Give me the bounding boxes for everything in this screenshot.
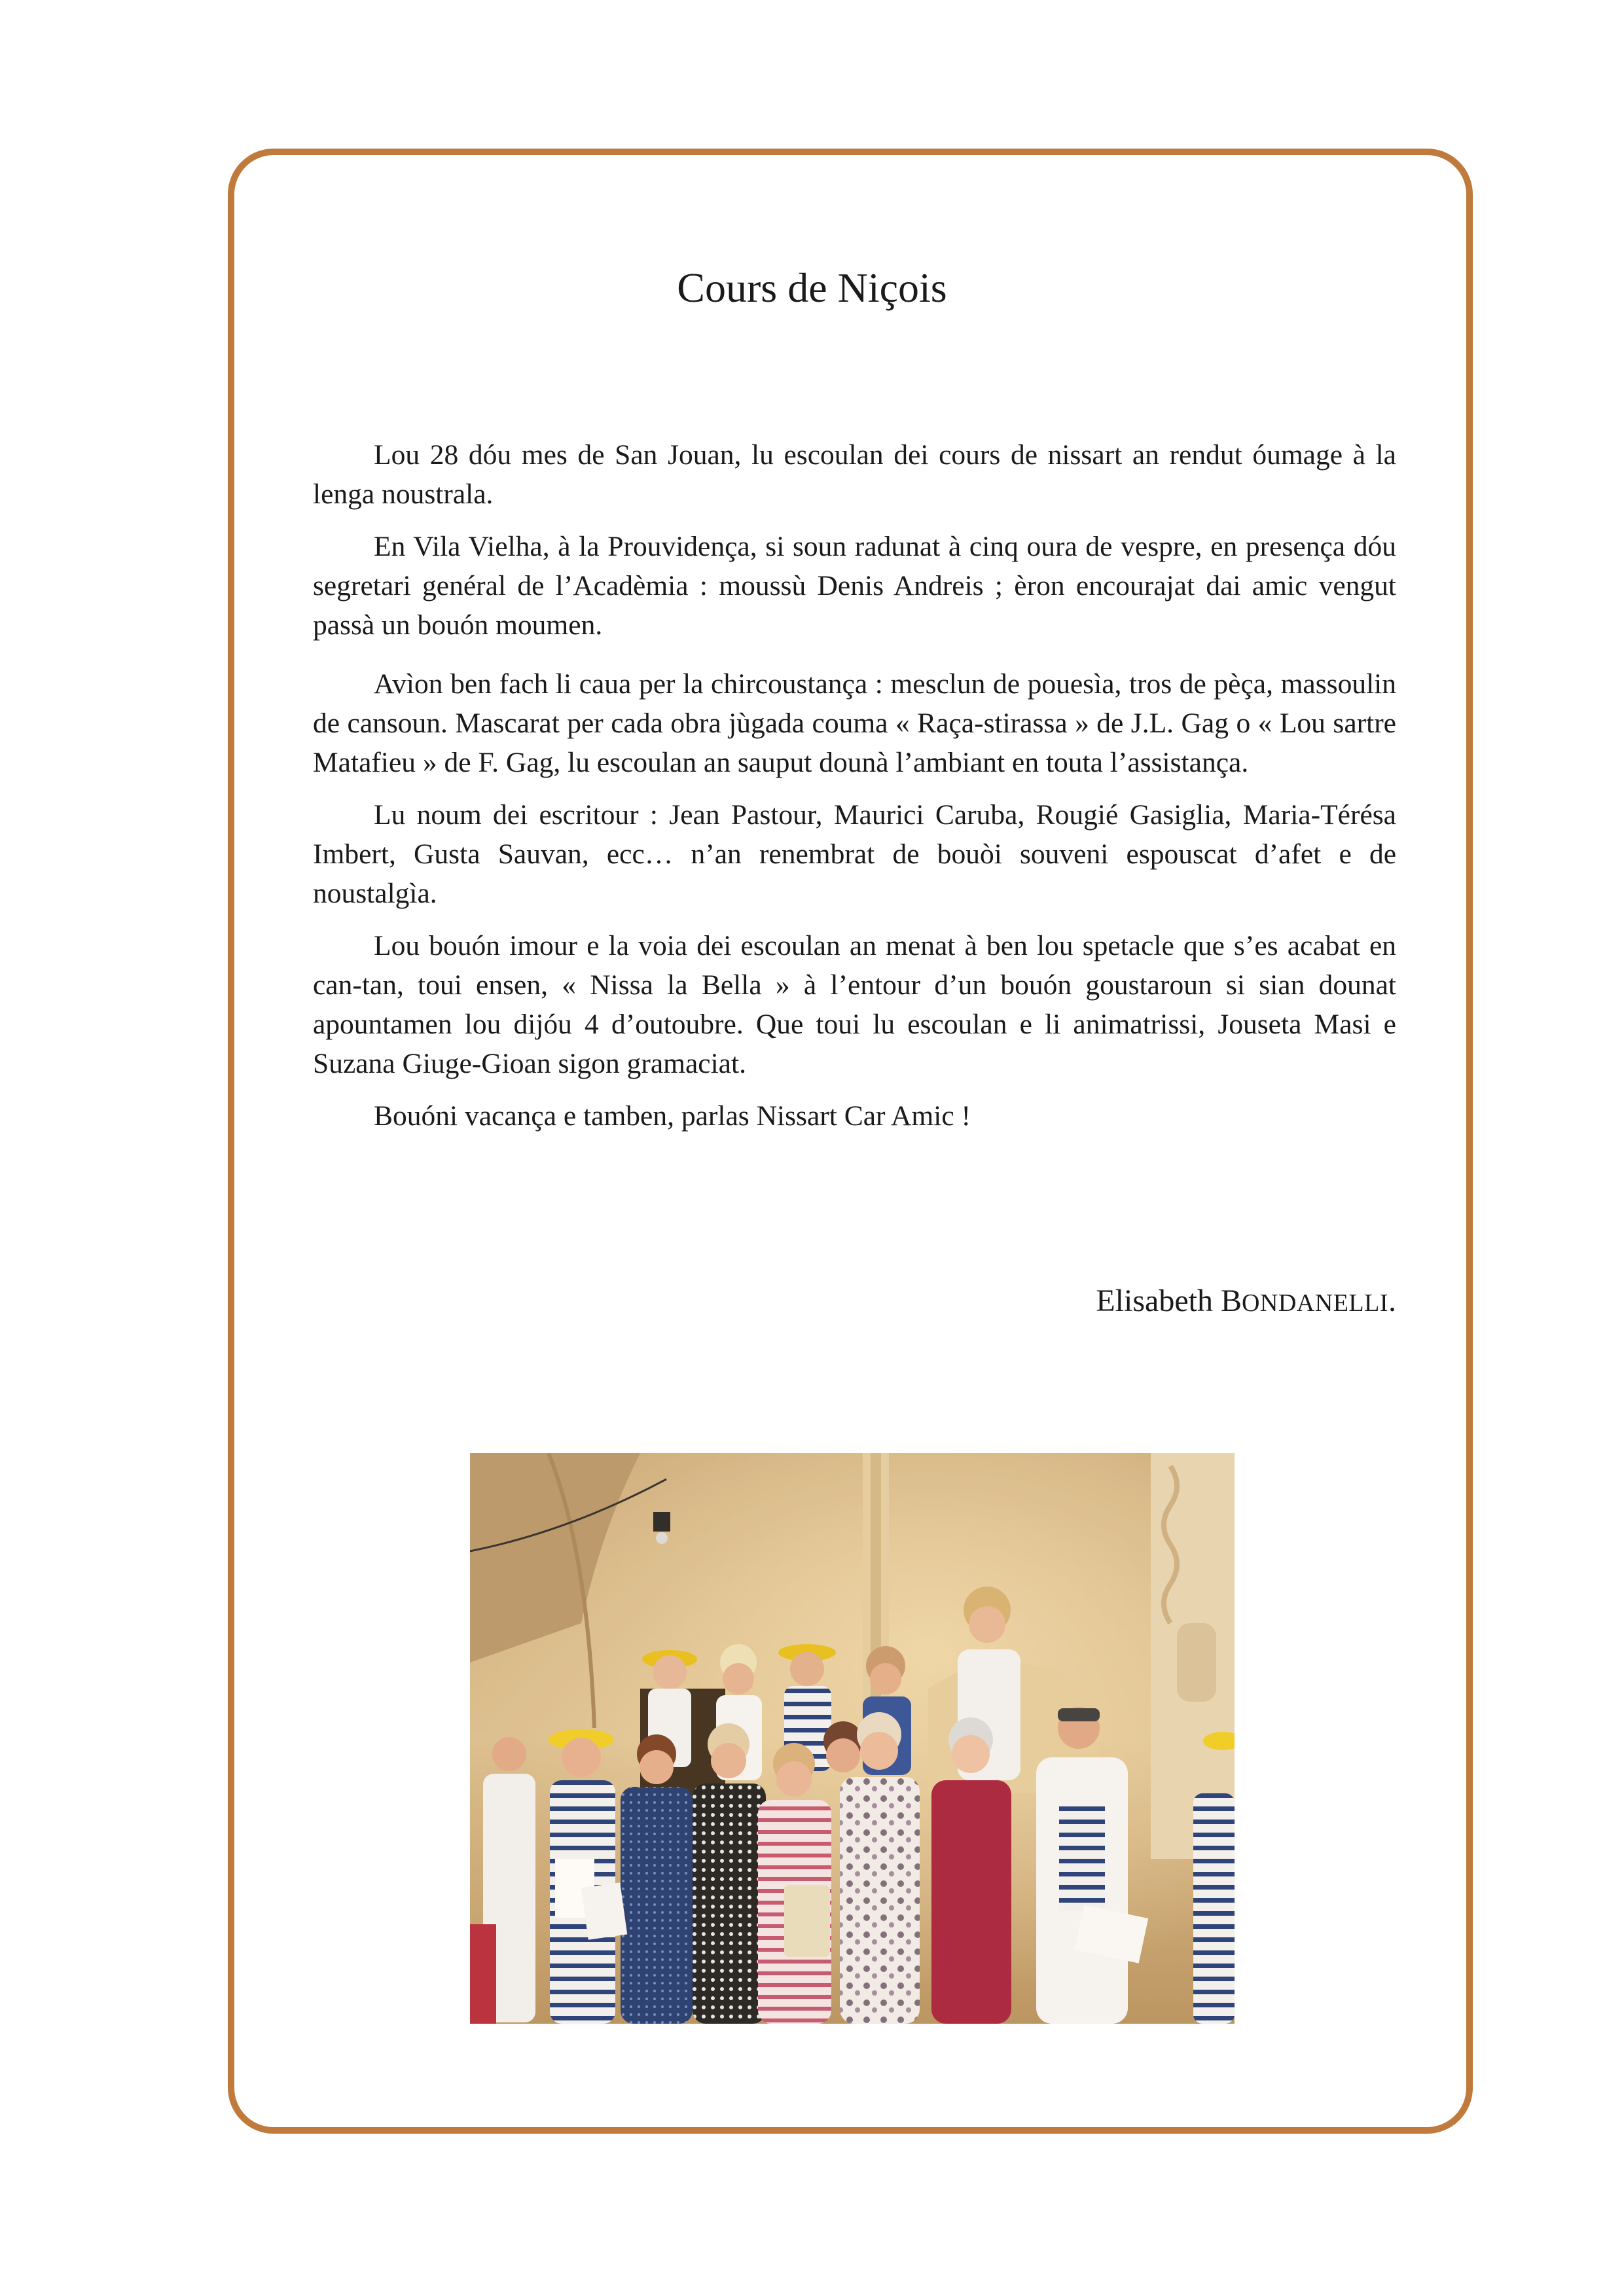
choir-photo-illustration — [470, 1453, 1235, 2024]
author-end-mark: . — [1388, 1283, 1396, 1318]
author-signature — [313, 1282, 1396, 1323]
paragraph-2: En Vila Vielha, à la Prouvidença, si soun radunat à cinq oura de vespre, en presença dóu segretari genéral de l’Acadèmia : moussù Denis Andreis ; èron encourajat dai amic vengut passà un bouón moumen. — [313, 531, 1396, 641]
choir-photo — [470, 1453, 1235, 2024]
author-last-initial: B — [1220, 1283, 1242, 1318]
article-title: Cours de Niçois — [677, 264, 947, 311]
paragraph-4: Lu noum dei escritour : Jean Pastour, Maurici Caruba, Rougié Gasiglia, Maria-Térésa Imbert, Gusta Sauvan, ecc… n’an renembrat de bouòi souveni espouscat d’afet e de noustalgìa. — [313, 799, 1396, 909]
paragraph-3: Avìon ben fach li caua per la chircoustança : mesclun de pouesìa, tros de pèça, massoulin de cansoun. Mascarat per cada obra jùgada couma « Raça-stirassa » de J.L. Gag o « Lou sartre Matafieu » de F. Gag, lu escoulan an sauput dounà l’ambiant en touta l’assistança. — [313, 668, 1396, 778]
author-first-name: Elisabeth — [1096, 1283, 1221, 1318]
paragraph-1: Lou 28 dóu mes de San Jouan, lu escoulan dei cours de nissart an rendut óumage à la lenga noustrala. — [313, 439, 1396, 510]
author-last-name: ONDANELLI — [1241, 1289, 1388, 1317]
article-body — [313, 435, 1396, 1149]
paragraph-6: Bouóni vacança e tamben, parlas Nissart Car Amic ! — [374, 1100, 971, 1132]
paragraph-5: Lou bouón imour e la voia dei escoulan an menat à ben lou spetacle que s’es acabat en can-tan, toui ensen, « Nissa la Bella » à l’entour d’un bouón goustaroun si sian dounat apountamen lou dijóu 4 d’outoubre. Que toui lu escoulan e li animatrissi, Jouseta Masi e Suzana Giuge-Gioan sigon gramaciat. — [313, 930, 1396, 1079]
